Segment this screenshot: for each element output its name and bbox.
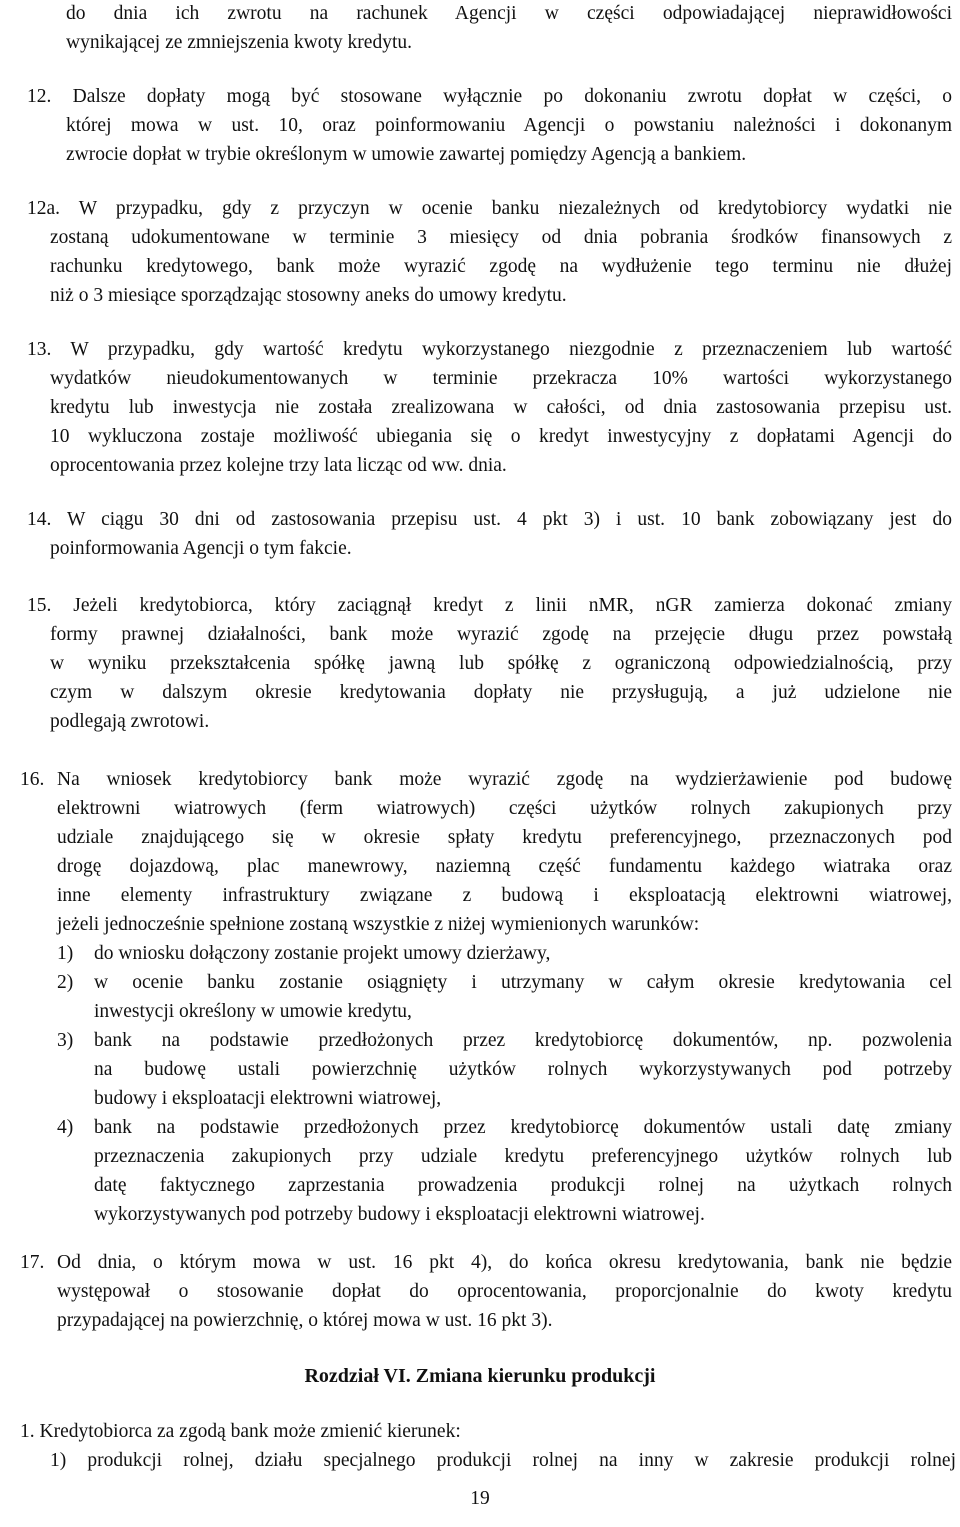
text-line: inne elementy infrastruktury związane z budową i eksploatacją elektrowni wiatrowej, (57, 885, 952, 906)
text-line: której mowa w ust. 10, oraz poinformowaniu Agencji o powstaniu należności i dokonanym (66, 115, 952, 136)
text-line: datę faktycznego zaprzestania prowadzenia produkcji rolnej na użytkach rolnych (94, 1175, 952, 1196)
text-line: drogę dojazdową, plac manewrowy, naziemną część fundamentu każdego wiatraka oraz (57, 856, 952, 877)
text-line: 13. W przypadku, gdy wartość kredytu wykorzystanego niezgodnie z przeznaczeniem lub wartość (27, 339, 952, 360)
text-line: wydatków nieudokumentowanych w terminie przekracza 10% wartości wykorzystanego (50, 368, 952, 389)
list-marker: 16. (20, 769, 45, 790)
text-line: przeznaczenia zakupionych przy udziale kredytu preferencyjnego użytków rolnych lub (94, 1146, 952, 1167)
text-line: do wniosku dołączony zostanie projekt umowy dzierżawy, (94, 943, 551, 964)
text-line: wykorzystywanych pod potrzeby budowy i eksploatacji elektrowni wiatrowej. (94, 1204, 705, 1225)
text-line: w wyniku przekształcenia spółkę jawną lub spółkę z ograniczoną odpowiedzialnością, przy (50, 653, 952, 674)
text-line: 1. Kredytobiorca za zgodą bank może zmienić kierunek: (20, 1421, 461, 1442)
text-line: kredytu lub inwestycja nie została zrealizowana w całości, od dnia zastosowania przepisu ust. (50, 397, 952, 418)
text-line: w ocenie banku zostanie osiągnięty i utrzymany w całym okresie kredytowania cel (94, 972, 952, 993)
text-line: 14. W ciągu 30 dni od zastosowania przepisu ust. 4 pkt 3) i ust. 10 bank zobowiązany jest do (27, 509, 952, 530)
text-line: bank na podstawie przedłożonych przez kredytobiorcę dokumentów ustali datę zmiany (94, 1117, 952, 1138)
text-line: do dnia ich zwrotu na rachunek Agencji w części odpowiadającej nieprawidłowości (66, 3, 952, 24)
text-line: 10 wykluczona zostaje możliwość ubiegania się o kredyt inwestycyjny z dopłatami Agencji do (50, 426, 952, 447)
text-line: występował o stosowanie dopłat do oprocentowania, proporcjonalnie do kwoty kredytu (57, 1281, 952, 1302)
text-line: oprocentowania przez kolejne trzy lata licząc od ww. dnia. (50, 455, 507, 476)
text-line: niż o 3 miesiące sporządzając stosowny aneks do umowy kredytu. (50, 285, 567, 306)
text-line: bank na podstawie przedłożonych przez kredytobiorcę dokumentów, np. pozwolenia (94, 1030, 952, 1051)
text-line: rachunku kredytowego, bank może wyrazić zgodę na wydłużenie tego terminu nie dłużej (50, 256, 952, 277)
text-line: elektrowni wiatrowych (ferm wiatrowych) części użytków rolnych zakupionych przy (57, 798, 952, 819)
list-marker: 4) (57, 1117, 74, 1138)
text-line: formy prawnej działalności, bank może wyrazić zgodę na przejęcie długu przez powstałą (50, 624, 952, 645)
text-line: inwestycji określony w umowie kredytu, (94, 1001, 412, 1022)
text-line: budowy i eksploatacji elektrowni wiatrowej, (94, 1088, 442, 1109)
text-line: Na wniosek kredytobiorcy bank może wyrazić zgodę na wydzierżawienie pod budowę (57, 769, 952, 790)
text-line: 15. Jeżeli kredytobiorca, który zaciągnął kredyt z linii nMR, nGR zamierza dokonać zmiany (27, 595, 952, 616)
text-line: na budowę ustali powierzchnię użytków rolnych wykorzystywanych pod potrzeby (94, 1059, 952, 1080)
text-line: 12. Dalsze dopłaty mogą być stosowane wyłącznie po dokonaniu zwrotu dopłat w części, o (27, 86, 952, 107)
text-line: przypadającej na powierzchnię, o której mowa w ust. 16 pkt 3). (57, 1310, 553, 1331)
text-line: 12a. W przypadku, gdy z przyczyn w ocenie banku niezależnych od kredytobiorcy wydatki nie (27, 198, 952, 219)
text-line: jeżeli jednocześnie spełnione zostaną wszystkie z niżej wymienionych warunków: (57, 914, 700, 935)
text-line: Od dnia, o którym mowa w ust. 16 pkt 4), do końca okresu kredytowania, bank nie będzie (57, 1252, 952, 1273)
text-line: udziale znajdującego się w okresie spłaty kredytu preferencyjnego, przeznaczonych pod (57, 827, 952, 848)
list-marker: 2) (57, 972, 74, 993)
text-line: zostaną udokumentowane w terminie 3 miesięcy od dnia pobrania środków finansowych z (50, 227, 952, 248)
list-marker: 1) (57, 943, 74, 964)
page-number: 19 (470, 1488, 490, 1509)
chapter-heading: Rozdział VI. Zmiana kierunku produkcji (304, 1365, 656, 1387)
text-line: wynikającej ze zmniejszenia kwoty kredytu. (66, 32, 412, 53)
text-line: zwrocie dopłat w trybie określonym w umowie zawartej pomiędzy Agencją a bankiem. (66, 144, 747, 165)
text-line: czym w dalszym okresie kredytowania dopłaty nie przysługują, a już udzielone nie (50, 682, 952, 703)
text-line: podlegają zwrotowi. (50, 711, 210, 732)
list-marker: 17. (20, 1252, 45, 1273)
text-line: poinformowania Agencji o tym fakcie. (50, 538, 352, 559)
text-line: 1) produkcji rolnej, działu specjalnego produkcji rolnej na inny w zakresie produkcji rolnej (50, 1450, 956, 1471)
list-marker: 3) (57, 1030, 74, 1051)
